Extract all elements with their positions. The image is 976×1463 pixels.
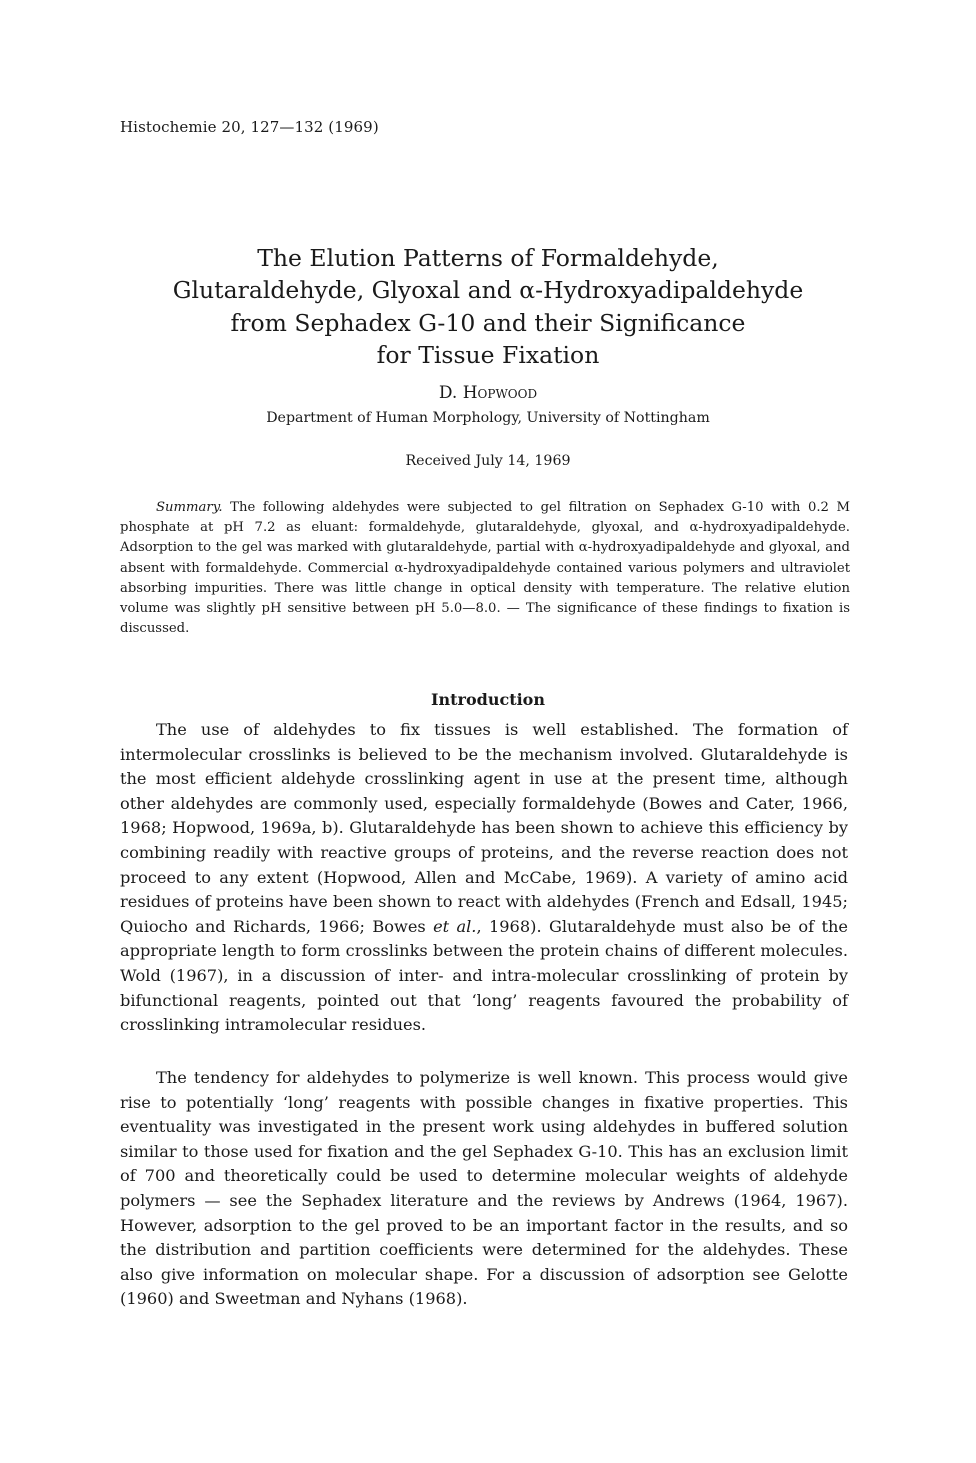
author (120, 383, 856, 403)
summary (120, 498, 850, 639)
title-line: from Sephadex G-10 and their Significance (230, 308, 746, 337)
journal-reference: Histochemie 20, 127—132 (1969) (120, 118, 379, 136)
title-line: for Tissue Fixation (376, 341, 600, 370)
paragraph-text: The tendency for aldehydes to polymerize is well known. This process would give rise to potentially ‘long’ reagents with possible changes in fixative properties. This eventuality was investigated in the present work using aldehydes in buffered solution similar to those used for fixation and the gel Sephadex G-10. This has an exclusion limit of 700 and theoretically could be used to determine molecular weights of aldehyde polymers — see the Sephadex literature and the reviews by Andrews (1964, 1967). However, adsorption to the gel proved to be an important factor in the results, and so the distribution and partition coefficients were determined for the aldehydes. These also give information on molecular shape. For a discussion of adsorption see Gelotte (1960) and Sweetman and Nyhans (1968). (120, 1068, 848, 1309)
author-initial: D. (438, 383, 463, 403)
title-line: The Elution Patterns of Formaldehyde, (257, 243, 719, 272)
paper-title (120, 242, 856, 372)
summary-label: Summary. (156, 500, 223, 515)
received-date: Received July 14, 1969 (405, 453, 571, 469)
paragraph-text: , 1968). Glutaraldehyde must also be of the appropriate length to form crosslinks between the protein chains of different molecules. Wold (1967), in a discussion of inter- and intra-molecular crosslinking of protein by bifunctional reagents, pointed out that ‘long’ reagents favoured the probability of crosslinking intramolecular residues. (120, 916, 848, 1035)
summary-text: The following aldehydes were subjected to gel filtration on Sephadex G-10 with 0.2 M phosphate at pH 7.2 as eluant: formaldehyde, glutaraldehyde, glyoxal, and α-hydroxyadipaldehyde. Adsorption to the gel was marked with glutaraldehyde, partial with α-hydroxyadipaldehyde and glyoxal, and absent with formaldehyde. Commercial α-hydroxyadipaldehyde contained various polymers and ultraviolet absorbing impurities. There was little change in optical density with temperature. The relative elution volume was slightly pH sensitive between pH 5.0—8.0. — The significance of these findings to fixation is discussed. (120, 500, 850, 637)
author-surname: Hopwood (462, 383, 538, 403)
title-line: Glutaraldehyde, Glyoxal and α-Hydroxyadipaldehyde (172, 276, 804, 305)
affiliation: Department of Human Morphology, University of Nottingham (266, 410, 710, 426)
paragraph-text: The use of aldehydes to fix tissues is well established. The formation of intermolecular crosslinks is believed to be the mechanism involved. Glutaraldehyde is the most efficient aldehyde crosslinking agent in use at the present time, although other aldehydes are commonly used, especially formaldehyde (Bowes and Cater, 1966, 1968; Hopwood, 1969a, b). Glutaraldehyde has been shown to achieve this efficiency by combining readily with reactive groups of proteins, and the reverse reaction does not proceed to any extent (Hopwood, Allen and McCabe, 1969). A variety of amino acid residues of proteins have been shown to react with aldehydes (French and Edsall, 1945; Quiocho and Richards, 1966; Bowes (120, 720, 848, 936)
et-al: et al. (433, 916, 477, 936)
introduction-paragraph-1 (120, 718, 848, 1038)
introduction-paragraph-2 (120, 1066, 848, 1312)
section-heading-introduction: Introduction (431, 690, 545, 709)
